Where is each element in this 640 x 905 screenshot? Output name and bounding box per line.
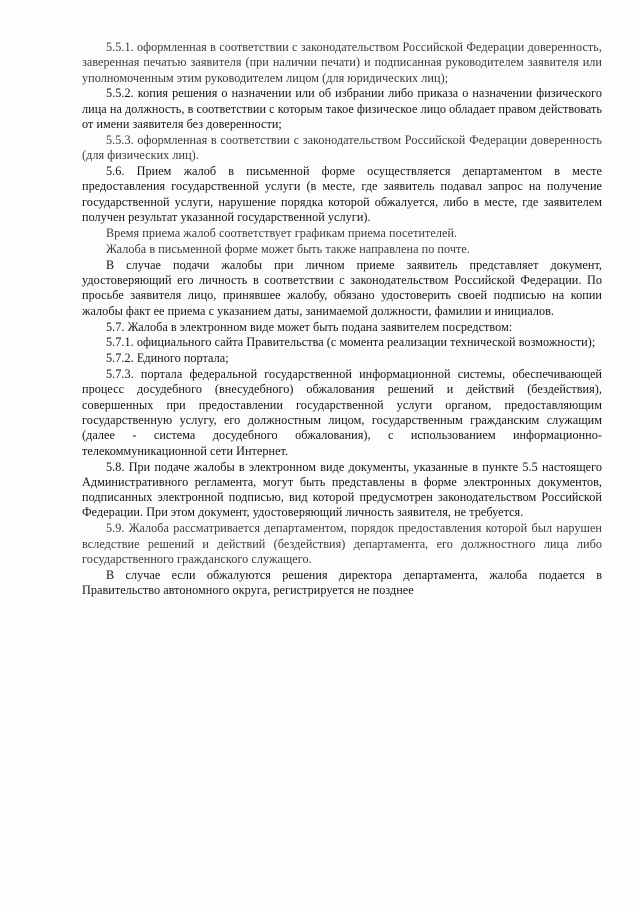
paragraph-5-5-2: 5.5.2. копия решения о назначении или об избрании либо приказа о назначении физического лица на должность, в соответствии с которым такое физическое лицо обладает правом действовать от имени заявителя без доверенности; bbox=[82, 86, 602, 132]
paragraph-mail: Жалоба в письменной форме может быть также направлена по почте. bbox=[106, 241, 470, 256]
paragraph-5-8: 5.8. При подаче жалобы в электронном виде документы, указанные в пункте 5.5 настоящего Административного регламента, могут быть представлены в форме электронных документов, подписанных электронной подписью, вид которой предусмотрен законодательством Российской Федерации. При этом документ, удостоверяющий личность заявителя, не требуется. bbox=[82, 459, 602, 520]
paragraph-5-7-1: 5.7.1. официального сайта Правительства (с момента реализации технической возможности); bbox=[106, 335, 596, 350]
paragraph-5-5-3: 5.5.3. оформленная в соответствии с законодательством Российской Федерации доверенность (для физических лиц). bbox=[82, 132, 602, 163]
paragraph-director-appeal: В случае если обжалуются решения директора департамента, жалоба подается в Правительство автономного округа, регистрируется не позднее bbox=[82, 567, 602, 598]
paragraph-5-7-2: 5.7.2. Единого портала; bbox=[106, 351, 229, 366]
document-body bbox=[82, 40, 602, 599]
paragraph-5-7-3: 5.7.3. портала федеральной государственной информационной системы, обеспечивающей процесс досудебного (внесудебного) обжалования решений и действий (бездействия), совершенных при предоставлении государственной услуги органом, предоставляющим государственную услугу, его должностным лицом, государственным гражданским служащим (далее - система досудебного обжалования), с использованием информационно-телекоммуникационной сети Интернет. bbox=[82, 367, 602, 458]
paragraph-5-5-1: 5.5.1. оформленная в соответствии с законодательством Российской Федерации доверенность, заверенная печатью заявителя (при наличии печати) и подписанная руководителем заявителя или уполномоченным этим руководителем лицом (для юридических лиц); bbox=[82, 40, 602, 85]
paragraph-personal-reception: В случае подачи жалобы при личном приеме заявитель представляет документ, удостоверяющий его личность в соответствии с законодательством Российской Федерации. По просьбе заявителя лицо, принявшее жалобу, обязано удостоверить своей подписью на копии жалобы факт ее приема с указанием даты, занимаемой должности, фамилии и инициалов. bbox=[82, 257, 602, 318]
paragraph-5-7: 5.7. Жалоба в электронном виде может быть подана заявителем посредством: bbox=[106, 319, 513, 334]
paragraph-5-6: 5.6. Прием жалоб в письменной форме осуществляется департаментом в месте предоставления государственной услуги (в месте, где заявитель подавал запрос на получение государственной услуги, нарушение порядка которой обжалуется, либо в месте, где заявителем получен результат указанной государственной услуги). bbox=[82, 164, 602, 225]
paragraph-reception-time: Время приема жалоб соответствует графикам приема посетителей. bbox=[106, 225, 458, 240]
paragraph-5-9: 5.9. Жалоба рассматривается департаментом, порядок предоставления которой был нарушен вследствие решений и действий (бездействия) департамента, его должностного лица либо государственного гражданского служащего. bbox=[82, 521, 602, 566]
